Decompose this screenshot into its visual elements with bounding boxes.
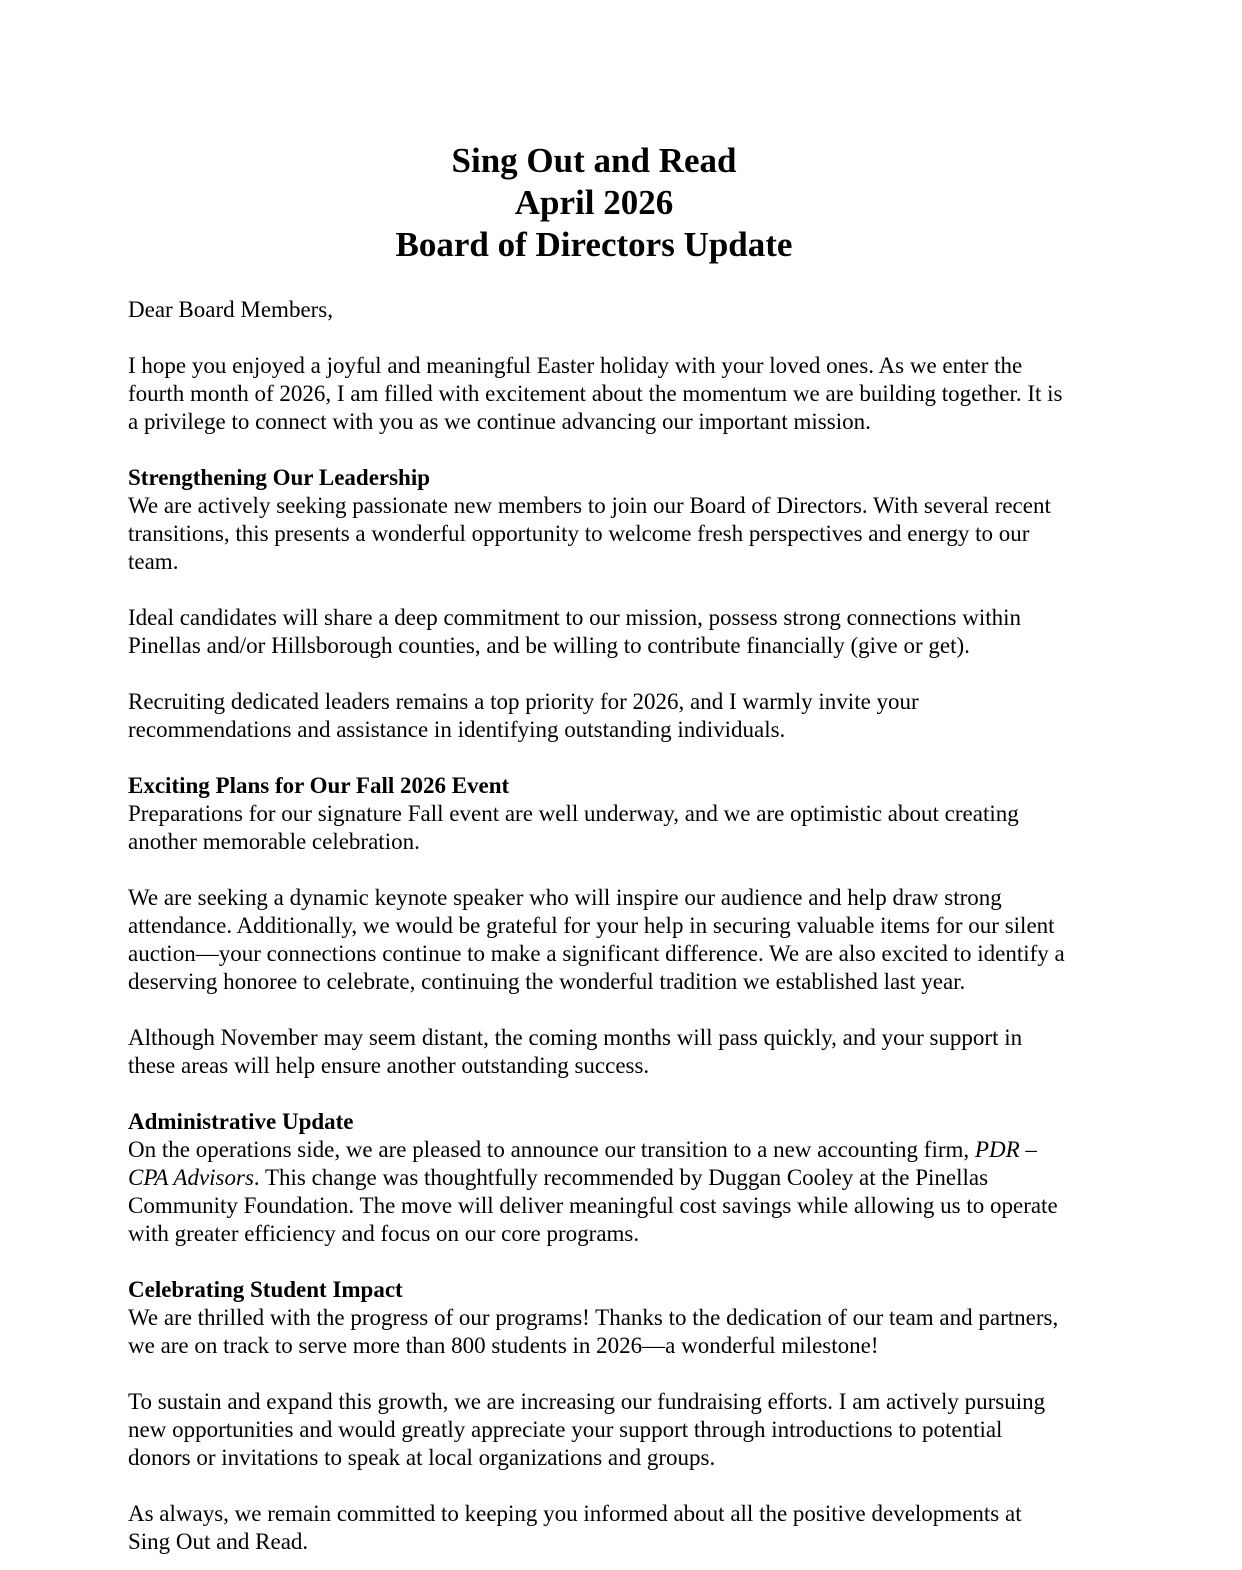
paragraph: Preparations for our signature Fall event are well underway, and we are optimistic about creating another memorable celebration. — [128, 801, 1019, 854]
section-heading: Administrative Update — [128, 1109, 354, 1134]
paragraph — [128, 1136, 1068, 1248]
title-subject: Board of Directors Update — [395, 225, 793, 264]
letter-body — [128, 296, 1068, 1556]
section-leadership — [128, 464, 1068, 744]
intro-paragraph: I hope you enjoyed a joyful and meaningful Easter holiday with your loved ones. As we enter the fourth month of 2026, I am filled with excitement about the momentum we are building together. It is a privilege to connect with you as we continue advancing our important mission. — [128, 353, 1063, 434]
document-page — [128, 140, 1068, 1556]
title-date: April 2026 — [514, 183, 674, 222]
paragraph: Recruiting dedicated leaders remains a top priority for 2026, and I warmly invite your recommendations and assistance in identifying outstanding individuals. — [128, 689, 919, 742]
paragraph-text: . This change was thoughtfully recommended by Duggan Cooley at the Pinellas Community Foundation. The move will deliver meaningful cost savings while allowing us to operate with greater efficiency and focus on our core programs. — [128, 1165, 1058, 1246]
paragraph-text: On the operations side, we are pleased to announce our transition to a new accounting firm, — [128, 1137, 975, 1162]
salutation: Dear Board Members, — [128, 297, 334, 322]
paragraph: Although November may seem distant, the coming months will pass quickly, and your support in these areas will help ensure another outstanding success. — [128, 1025, 1023, 1078]
paragraph: We are actively seeking passionate new members to join our Board of Directors. With several recent transitions, this presents a wonderful opportunity to welcome fresh perspectives and energy to our team. — [128, 493, 1051, 574]
paragraph: We are thrilled with the progress of our programs! Thanks to the dedication of our team and partners, we are on track to serve more than 800 students in 2026—a wonderful milestone! — [128, 1305, 1059, 1358]
paragraph: To sustain and expand this growth, we are increasing our fundraising efforts. I am actively pursuing new opportunities and would greatly appreciate your support through introductions to potential donors or invitations to speak at local organizations and groups. — [128, 1389, 1046, 1470]
title-organization: Sing Out and Read — [451, 141, 737, 180]
section-student-impact — [128, 1276, 1068, 1472]
paragraph: Ideal candidates will share a deep commitment to our mission, possess strong connections within Pinellas and/or Hillsborough counties, and be willing to contribute financially (give or get). — [128, 605, 1021, 658]
section-fall-event — [128, 772, 1068, 1080]
closing-paragraph: As always, we remain committed to keeping you informed about all the positive developments at Sing Out and Read. — [128, 1501, 1022, 1554]
section-administrative — [128, 1108, 1068, 1248]
document-title — [128, 140, 1060, 266]
accounting-firm-name: PDR – CPA Advisors — [128, 1137, 1037, 1190]
section-heading: Strengthening Our Leadership — [128, 465, 431, 490]
section-heading: Celebrating Student Impact — [128, 1277, 403, 1302]
section-heading: Exciting Plans for Our Fall 2026 Event — [128, 773, 510, 798]
paragraph: We are seeking a dynamic keynote speaker who will inspire our audience and help draw strong attendance. Additionally, we would be grateful for your help in securing valuable items for our silent auction—your connections continue to make a significant difference. We are also excited to identify a deserving honoree to celebrate, continuing the wonderful tradition we established last year. — [128, 885, 1065, 994]
